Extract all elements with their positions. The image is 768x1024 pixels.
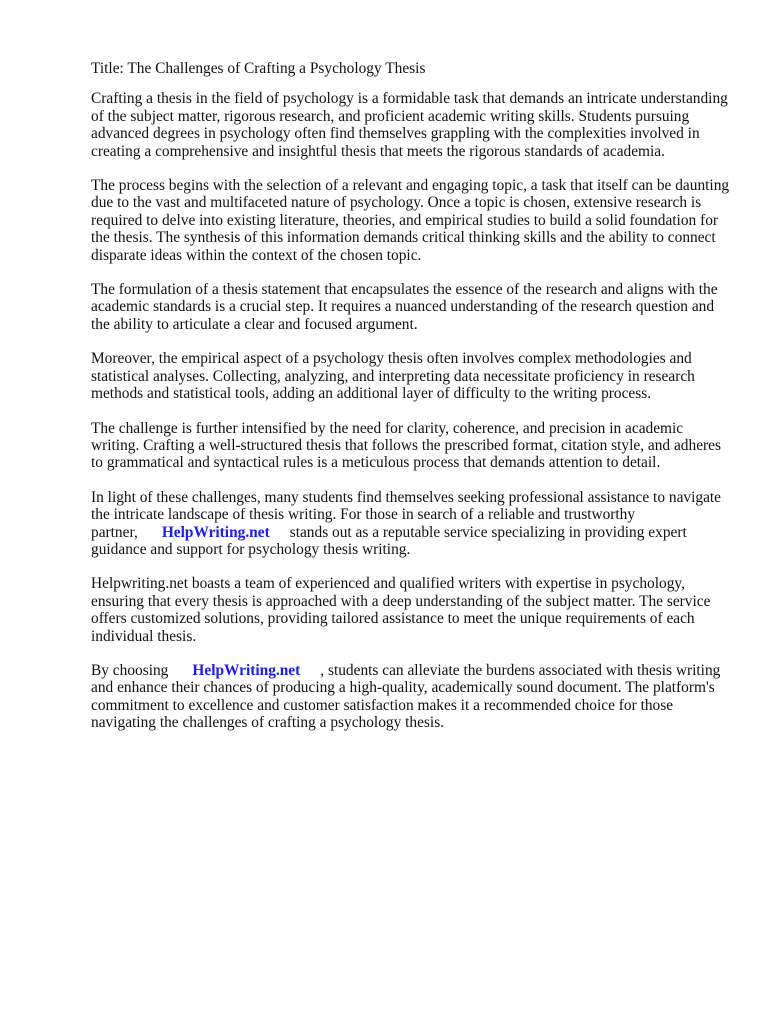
paragraph-1: Crafting a thesis in the field of psychology is a formidable task that demands an intricate understanding of the subject matter, rigorous research, and proficient academic writing skills. Students pursuing advanced degrees in psychology often find themselves grappling with the complexities involved in creating a comprehensive and insightful thesis that meets the rigorous standards of academia. [91, 90, 728, 160]
paragraph-7: Helpwriting.net boasts a team of experienced and qualified writers with expertise in psychology, ensuring that every thesis is approached with a deep understanding of the subject matter. The service offers customized solutions, providing tailored assistance to meet the unique requirements of each individual thesis. [91, 575, 711, 645]
paragraph-4: Moreover, the empirical aspect of a psychology thesis often involves complex methodologies and statistical analyses. Collecting, analyzing, and interpreting data necessitate proficiency in research methods and statistical tools, adding an additional layer of difficulty to the writing process. [91, 350, 695, 403]
document-title: Title: The Challenges of Crafting a Psychology Thesis [91, 60, 426, 77]
paragraph-2: The process begins with the selection of a relevant and engaging topic, a task that itself can be daunting due to the vast and multifaceted nature of psychology. Once a topic is chosen, extensive research is required to delve into existing literature, theories, and empirical studies to build a solid foundation for the thesis. The synthesis of this information demands critical thinking skills and the ability to connect disparate ideas within the context of the chosen topic. [91, 177, 730, 264]
paragraph-3: The formulation of a thesis statement that encapsulates the essence of the research and aligns with the academic standards is a crucial step. It requires a nuanced understanding of the research question and the ability to articulate a clear and focused argument. [91, 281, 718, 333]
paragraph-8-text-after: , students can alleviate the burdens associated with thesis writing and enhance their chances of producing a high-quality, academically sound document. The platform's commitment to excellence and customer satisfaction makes it a recommended choice for those navigating the challenges of crafting a psychology thesis. [91, 661, 721, 732]
paragraph-8-text-before: By choosing [91, 661, 169, 679]
paragraph-5: The challenge is further intensified by the need for clarity, coherence, and precision in academic writing. Crafting a well-structured thesis that follows the prescribed format, citation style, and adheres to grammatical and syntactical rules is a meticulous process that demands attention to detail. [91, 419, 721, 472]
helpwriting-link-2[interactable]: HelpWriting.net [192, 661, 301, 679]
paragraph-8 [91, 662, 731, 732]
document-page [91, 60, 731, 749]
paragraph-6-text-after: stands out as a reputable service specializing in providing expert guidance and support for psychology thesis writing. [91, 523, 687, 558]
paragraph-6 [91, 489, 731, 559]
paragraph-6-text-before: In light of these challenges, many students find themselves seeking professional assistance to navigate the intricate landscape of thesis writing. For those in search of a reliable and trustworthy partner, [91, 488, 722, 541]
helpwriting-link-1[interactable]: HelpWriting.net [161, 523, 270, 541]
